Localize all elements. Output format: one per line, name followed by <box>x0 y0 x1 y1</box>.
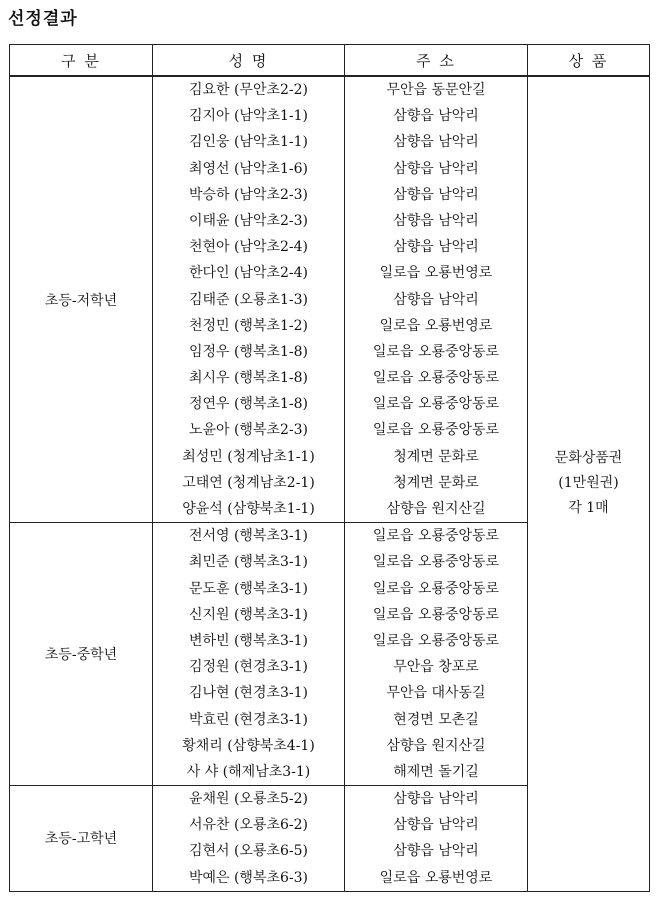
winner-address: 삼향읍 남악리 <box>393 791 479 808</box>
winner-address: 청계면 문화로 <box>393 448 479 465</box>
winner-name: 고태연 (청계남초2-1) <box>182 474 315 491</box>
winner-address: 일로읍 오룡중앙동로 <box>372 343 500 360</box>
winner-name: 최시우 (행복초1-8) <box>188 370 309 387</box>
group-label: 초등-중학년 <box>10 523 153 786</box>
winner-name: 박승하 (남악초2-3) <box>188 186 309 203</box>
names-cell <box>153 76 345 523</box>
winner-name: 김태준 (오룡초1-3) <box>188 291 309 308</box>
winner-name: 윤채원 (오룡초5-2) <box>188 791 309 808</box>
winner-name: 임정우 (행복초1-8) <box>188 343 309 360</box>
header-name: 성 명 <box>153 45 345 77</box>
winner-address: 일로읍 오룡중앙동로 <box>372 396 500 413</box>
group-label: 초등-저학년 <box>10 76 153 523</box>
winner-address: 일로읍 오룡번영로 <box>379 317 493 334</box>
winner-address: 삼향읍 남악리 <box>393 108 479 125</box>
winner-address: 삼향읍 남악리 <box>393 134 479 151</box>
winner-address: 해제면 돌기길 <box>393 763 479 780</box>
winner-address: 일로읍 오룡번영로 <box>379 265 493 282</box>
prize-text: 문화상품권 <box>554 450 623 467</box>
winner-name: 김현서 (오룡초6-5) <box>188 843 309 860</box>
winner-name: 서유찬 (오룡초6-2) <box>188 817 309 834</box>
winner-name: 최성민 (청계남초1-1) <box>182 448 315 465</box>
header-address: 주 소 <box>345 45 528 77</box>
header-row <box>10 45 650 77</box>
winner-address: 삼향읍 남악리 <box>393 212 479 229</box>
prize-text: (1만원권) <box>558 475 619 492</box>
winner-name: 최민준 (행복초3-1) <box>188 554 309 571</box>
winner-name: 천현아 (남악초2-4) <box>188 239 309 256</box>
winner-address: 삼향읍 남악리 <box>393 160 479 177</box>
winner-name: 전서영 (행복초3-1) <box>188 528 309 545</box>
winner-name: 김요한 (무안초2-2) <box>188 82 309 98</box>
winner-address: 일로읍 오룡중앙동로 <box>372 606 500 623</box>
winner-address: 청계면 문화로 <box>393 474 479 491</box>
winner-name: 신지원 (행복초3-1) <box>188 606 309 623</box>
prize-cell <box>528 76 650 891</box>
winner-name: 변하빈 (행복초3-1) <box>188 632 309 649</box>
winner-address: 일로읍 오룡중앙동로 <box>372 632 500 649</box>
addresses-cell <box>345 523 528 786</box>
winner-address: 삼향읍 남악리 <box>393 239 479 256</box>
winner-address: 삼향읍 남악리 <box>393 291 479 308</box>
winner-name: 양윤석 (삼향북초1-1) <box>182 501 315 517</box>
group-label: 초등-고학년 <box>10 786 153 892</box>
winner-name: 사 샤 (해제남초3-1) <box>186 763 311 780</box>
winner-address: 현경면 모촌길 <box>393 711 479 728</box>
winner-name: 박예은 (행복초6-3) <box>188 869 309 886</box>
group-row <box>10 76 650 523</box>
winner-name: 박효린 (현경초3-1) <box>188 711 309 728</box>
addresses-cell <box>345 786 528 892</box>
winner-address: 일로읍 오룡중앙동로 <box>372 370 500 387</box>
winner-address: 삼향읍 남악리 <box>393 817 479 834</box>
winner-name: 김인웅 (남악초1-1) <box>188 134 309 151</box>
winner-name: 천정민 (행복초1-2) <box>188 317 309 334</box>
winner-address: 일로읍 오룡중앙동로 <box>372 528 500 545</box>
header-category: 구 분 <box>10 45 153 77</box>
winner-name: 노윤아 (행복초2-3) <box>188 422 309 439</box>
winner-name: 김지아 (남악초1-1) <box>188 108 309 125</box>
winner-address: 일로읍 오룡중앙동로 <box>372 554 500 571</box>
winner-address: 일로읍 오룡중앙동로 <box>372 422 500 439</box>
winner-name: 문도훈 (행복초3-1) <box>188 580 309 597</box>
winner-name: 이태윤 (남악초2-3) <box>188 212 309 229</box>
winner-name: 정연우 (행복초1-8) <box>188 396 309 413</box>
prize-text: 각 1매 <box>568 500 609 517</box>
header-prize: 상 품 <box>528 45 650 77</box>
winner-address: 무안읍 대사동길 <box>386 685 486 702</box>
names-cell <box>153 523 345 786</box>
winner-name: 한다인 (남악초2-4) <box>188 265 309 282</box>
winner-address: 일로읍 오룡번영로 <box>379 869 493 886</box>
winner-address: 일로읍 오룡중앙동로 <box>372 580 500 597</box>
winner-name: 김정원 (현경초3-1) <box>188 659 309 676</box>
addresses-cell <box>345 76 528 523</box>
winner-name: 황채리 (삼향북초4-1) <box>182 737 315 754</box>
winner-address: 삼향읍 원지산길 <box>386 737 486 754</box>
winner-name: 최영선 (남악초1-6) <box>188 160 309 177</box>
winner-address: 삼향읍 원지산길 <box>386 501 486 517</box>
page-title: 선정결과 <box>8 9 78 29</box>
winner-address: 삼향읍 남악리 <box>393 843 479 860</box>
winner-address: 무안읍 창포로 <box>393 659 479 676</box>
names-cell <box>153 786 345 892</box>
winner-address: 삼향읍 남악리 <box>393 186 479 203</box>
results-table <box>9 44 650 892</box>
winner-name: 김나현 (현경초3-1) <box>188 685 309 702</box>
winner-address: 무안읍 동문안길 <box>386 82 486 98</box>
